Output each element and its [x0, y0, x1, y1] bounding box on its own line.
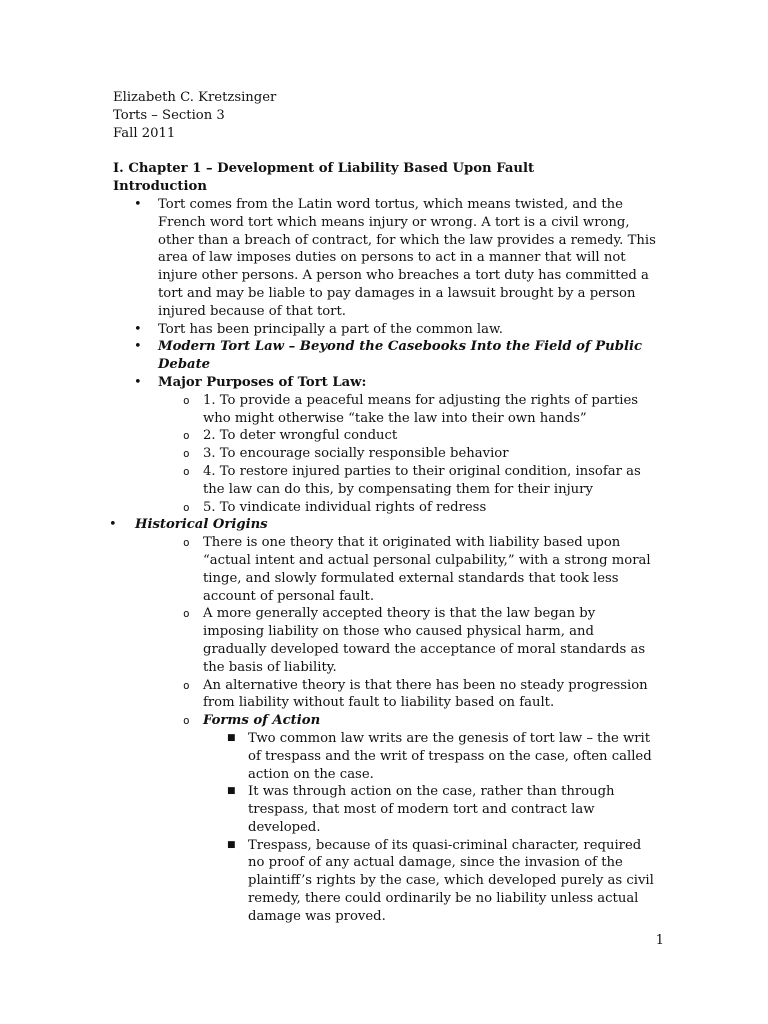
- circle-bullet-icon: o: [183, 429, 190, 443]
- list-item: [134, 338, 658, 374]
- writ-item: [227, 837, 658, 926]
- bullet-icon: •: [109, 517, 117, 533]
- writ-text: Two common law writs are the genesis of tort law – the writ of trespass and the writ of trespass on the case, often called action on the case.: [248, 730, 652, 782]
- list-item: [134, 196, 658, 321]
- writ-item: [227, 730, 658, 783]
- term: Fall 2011: [113, 125, 176, 141]
- circle-bullet-icon: o: [183, 678, 190, 692]
- purpose-text: 5. To vindicate individual rights of redress: [203, 499, 487, 515]
- chapter-title: I. Chapter 1 – Development of Liability Based Upon Fault: [113, 161, 535, 176]
- purpose-item: [183, 499, 658, 517]
- purpose-item: [183, 392, 658, 428]
- course-name: Torts – Section 3: [113, 107, 225, 123]
- theory-item: [183, 534, 658, 605]
- purpose-text: 3. To encourage socially responsible behavior: [203, 446, 509, 462]
- bullet-icon: •: [134, 374, 142, 390]
- bullet-icon: •: [134, 197, 142, 212]
- list-item: [109, 516, 658, 534]
- modern-tort-law-text: Modern Tort Law – Beyond the Casebooks Into the Field of Public Debate: [158, 339, 642, 373]
- theory-text: An alternative theory is that there has been no steady progression from liability without fault to liability based on fault.: [203, 677, 648, 711]
- purpose-text: 2. To deter wrongful conduct: [203, 428, 398, 444]
- circle-bullet-icon: o: [183, 500, 190, 514]
- forms-of-action-item: [183, 712, 658, 730]
- notes-outline: [0, 196, 768, 926]
- historical-origins-heading: Historical Origins: [135, 517, 268, 533]
- theory-text: A more generally accepted theory is that the law began by imposing liability on those who caused physical harm, and gradually developed toward the acceptance of moral standards as the basis of liability.: [203, 606, 646, 675]
- circle-bullet-icon: o: [183, 536, 190, 550]
- theory-text: There is one theory that it originated with liability based upon “actual intent and actual personal culpability,” with a strong moral tinge, and slowly formulated external standards that took less account of personal fault.: [203, 535, 651, 604]
- purpose-item: [183, 445, 658, 463]
- theory-item: [183, 677, 658, 713]
- square-bullet-icon: ■: [227, 839, 236, 850]
- common-law-text: Tort has been principally a part of the common law.: [158, 321, 503, 337]
- square-bullet-icon: ■: [227, 732, 236, 743]
- circle-bullet-icon: o: [183, 607, 190, 621]
- forms-of-action-heading: Forms of Action: [203, 713, 321, 729]
- bullet-icon: •: [134, 339, 142, 355]
- tort-definition-text: Tort comes from the Latin word tortus, which means twisted, and the French word tort which means injury or wrong. A tort is a civil wrong, other than a breach of contract, for which the law provides a remedy. This area of law imposes duties on persons to act in a manner that will not injure other persons. A person who breaches a tort duty has committed a tort and may be liable to pay damages in a lawsuit brought by a person injured because of that tort.: [158, 197, 656, 319]
- circle-bullet-icon: o: [183, 447, 190, 461]
- author-block: [113, 89, 673, 142]
- purpose-item: [183, 427, 658, 445]
- author-name: Elizabeth C. Kretzsinger: [113, 90, 277, 105]
- writ-text: Trespass, because of its quasi-criminal character, required no proof of any actual damage, since the invasion of the plaintiff’s rights by the case, which developed purely as civil remedy, there could ordinarily be no liability unless actual damage was proved.: [248, 837, 654, 924]
- circle-bullet-icon: o: [183, 393, 190, 407]
- introduction-heading: Introduction: [113, 179, 207, 194]
- theory-item: [183, 605, 658, 676]
- list-item: [134, 321, 658, 339]
- circle-bullet-icon: o: [183, 464, 190, 478]
- circle-bullet-icon: o: [183, 714, 190, 728]
- purpose-item: [183, 463, 658, 499]
- list-item: [134, 374, 658, 392]
- bullet-icon: •: [134, 321, 142, 337]
- purpose-text: 4. To restore injured parties to their original condition, insofar as the law can do this, by compensating them for their injury: [203, 463, 641, 497]
- square-bullet-icon: ■: [227, 786, 236, 797]
- purpose-text: 1. To provide a peaceful means for adjusting the rights of parties who might otherwise “take the law into their own hands”: [203, 392, 639, 426]
- writ-item: [227, 783, 658, 836]
- major-purposes-heading: Major Purposes of Tort Law:: [158, 374, 367, 390]
- page-number: 1: [655, 933, 664, 948]
- writ-text: It was through action on the case, rather than through trespass, that most of modern tort and contract law developed.: [248, 784, 615, 835]
